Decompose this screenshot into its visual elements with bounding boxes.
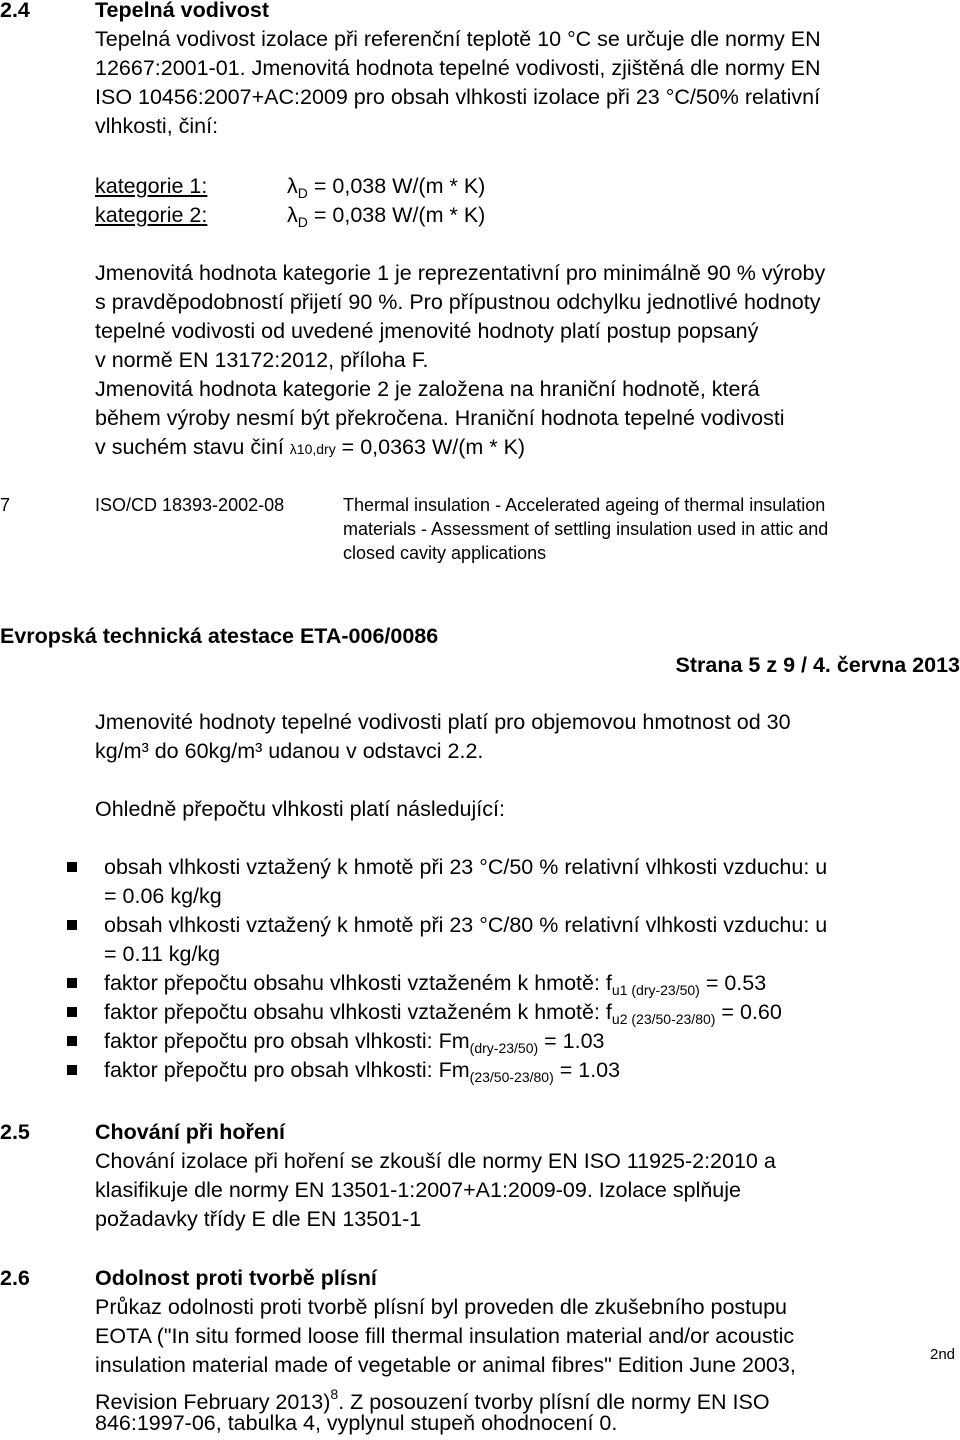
footnote-line: Thermal insulation - Accelerated ageing of thermal insulation — [343, 495, 826, 515]
list-item: faktor přepočtu obsahu vlhkosti vztaženém k hmotě: $f_{u1 (dry-23/50)} = 0.53$ — [104, 971, 767, 998]
section-number: 2.5 — [0, 1120, 30, 1144]
paragraph-line: Chování izolace při hoření se zkouší dle normy EN ISO 11925-2:2010 a — [95, 1149, 776, 1173]
paragraph-line: Jmenovitá hodnota kategorie 2 je založena na hraniční hodnotě, která — [95, 377, 760, 401]
paragraph-line: Průkaz odolnosti proti tvorbě plísní byl proveden dle zkušebního postupu — [95, 1295, 788, 1319]
moisture-intro: Ohledně přepočtu vlhkosti platí následující: — [95, 797, 505, 821]
bullet-icon — [67, 920, 77, 930]
section-number: 2.6 — [0, 1266, 30, 1290]
paragraph-line: Jmenovitá hodnota kategorie 1 je reprezentativní pro minimálně 90 % výroby — [95, 261, 826, 285]
paragraph-line: Jmenovité hodnoty tepelné vodivosti platí pro objemovou hmotnost od 30 — [95, 710, 791, 734]
paragraph-line: 12667:2001-01. Jmenovitá hodnota tepelné vodivosti, zjištěná dle normy EN — [95, 56, 821, 80]
list-item: faktor přepočtu pro obsah vlhkosti: $Fm_{(dry-23/50)} = 1.03$ — [104, 1029, 605, 1056]
paragraph-line: EOTA ("In situ formed loose fill thermal insulation material and/or acoustic — [95, 1324, 795, 1348]
paragraph-line: insulation material made of vegetable or animal fibres" Edition June 2003, — [95, 1353, 796, 1377]
list-item: obsah vlhkosti vztažený k hmotě při 23 °C/80 % relativní vlhkosti vzduchu: u — [104, 913, 828, 937]
section-title: Tepelná vodivost — [95, 0, 270, 22]
paragraph-line: klasifikuje dle normy EN 13501-1:2007+A1:2009-09. Izolace splňuje — [95, 1178, 741, 1202]
paragraph-line: ISO 10456:2007+AC:2009 pro obsah vlhkosti izolace při 23 °C/50% relativní — [95, 85, 821, 109]
list-item: faktor přepočtu obsahu vlhkosti vztaženém k hmotě: $f_{u2 (23/50-23/80)} = 0.60$ — [104, 1000, 782, 1027]
category-1-label: kategorie 1: — [95, 174, 208, 198]
paragraph-line: 846:1997-06, tabulka 4, vyplynul stupeň ohodnocení 0. — [95, 1411, 618, 1435]
section-title: Chování při hoření — [95, 1120, 285, 1144]
list-item-continuation: = 0.11 kg/kg — [104, 942, 221, 966]
superscript-note: 2nd — [930, 1346, 956, 1363]
bullet-icon — [67, 1007, 77, 1017]
paragraph-line: tepelné vodivosti od uvedené jmenovité hodnoty platí postup popsaný — [95, 319, 759, 343]
list-item: faktor přepočtu pro obsah vlhkosti: $Fm_{(23/50-23/80)} = 1.03$ — [104, 1058, 621, 1085]
footnote-reference: ISO/CD 18393-2002-08 — [95, 495, 285, 515]
document-title: Evropská technická atestace ETA-006/0086 — [0, 624, 439, 648]
category-1-value: $\lambda_D = 0,038$ W/(m * K) — [287, 174, 486, 201]
paragraph-line: s pravděpodobností přijetí 90 %. Pro přípustnou odchylku jednotlivé hodnoty — [95, 290, 821, 314]
paragraph-line: během výroby nesmí být překročena. Hraniční hodnota tepelné vodivosti — [95, 406, 785, 430]
section-title: Odolnost proti tvorbě plísní — [95, 1266, 377, 1290]
dry-conductivity-line: v suchém stavu činí λ10,dry = 0,0363 W/(m * K) — [95, 435, 526, 459]
footnote-marker: 8 — [330, 1386, 339, 1402]
bullet-icon — [67, 862, 77, 872]
paragraph-line: Revision February 2013)$^8$. Z posouzení tvorby plísní dle normy EN ISO — [95, 1386, 770, 1414]
bullet-icon — [67, 1036, 77, 1046]
section-number: 2.4 — [0, 0, 30, 22]
footnote-line: materials - Assessment of settling insulation used in attic and — [343, 519, 829, 539]
bullet-icon — [67, 978, 77, 988]
paragraph-line: vlhkosti, činí: — [95, 114, 219, 138]
paragraph-line: Tepelná vodivost izolace při referenční teplotě 10 °C se určuje dle normy EN — [95, 27, 821, 51]
footnote-line: closed cavity applications — [343, 543, 547, 563]
paragraph-line: v normě EN 13172:2012, příloha F. — [95, 348, 429, 372]
page-info: Strana 5 z 9 / 4. června 2013 — [675, 653, 960, 677]
list-item: obsah vlhkosti vztažený k hmotě při 23 °C/50 % relativní vlhkosti vzduchu: u — [104, 855, 828, 879]
paragraph-line: kg/m³ do 60kg/m³ udanou v odstavci 2.2. — [95, 739, 484, 763]
footnote-number: 7 — [0, 495, 11, 515]
bullet-icon — [67, 1065, 77, 1075]
list-item-continuation: = 0.06 kg/kg — [104, 884, 222, 908]
paragraph-line: požadavky třídy E dle EN 13501-1 — [95, 1207, 422, 1231]
category-2-label: kategorie 2: — [95, 203, 208, 227]
category-2-value: $\lambda_D = 0,038$ W/(m * K) — [287, 203, 486, 230]
